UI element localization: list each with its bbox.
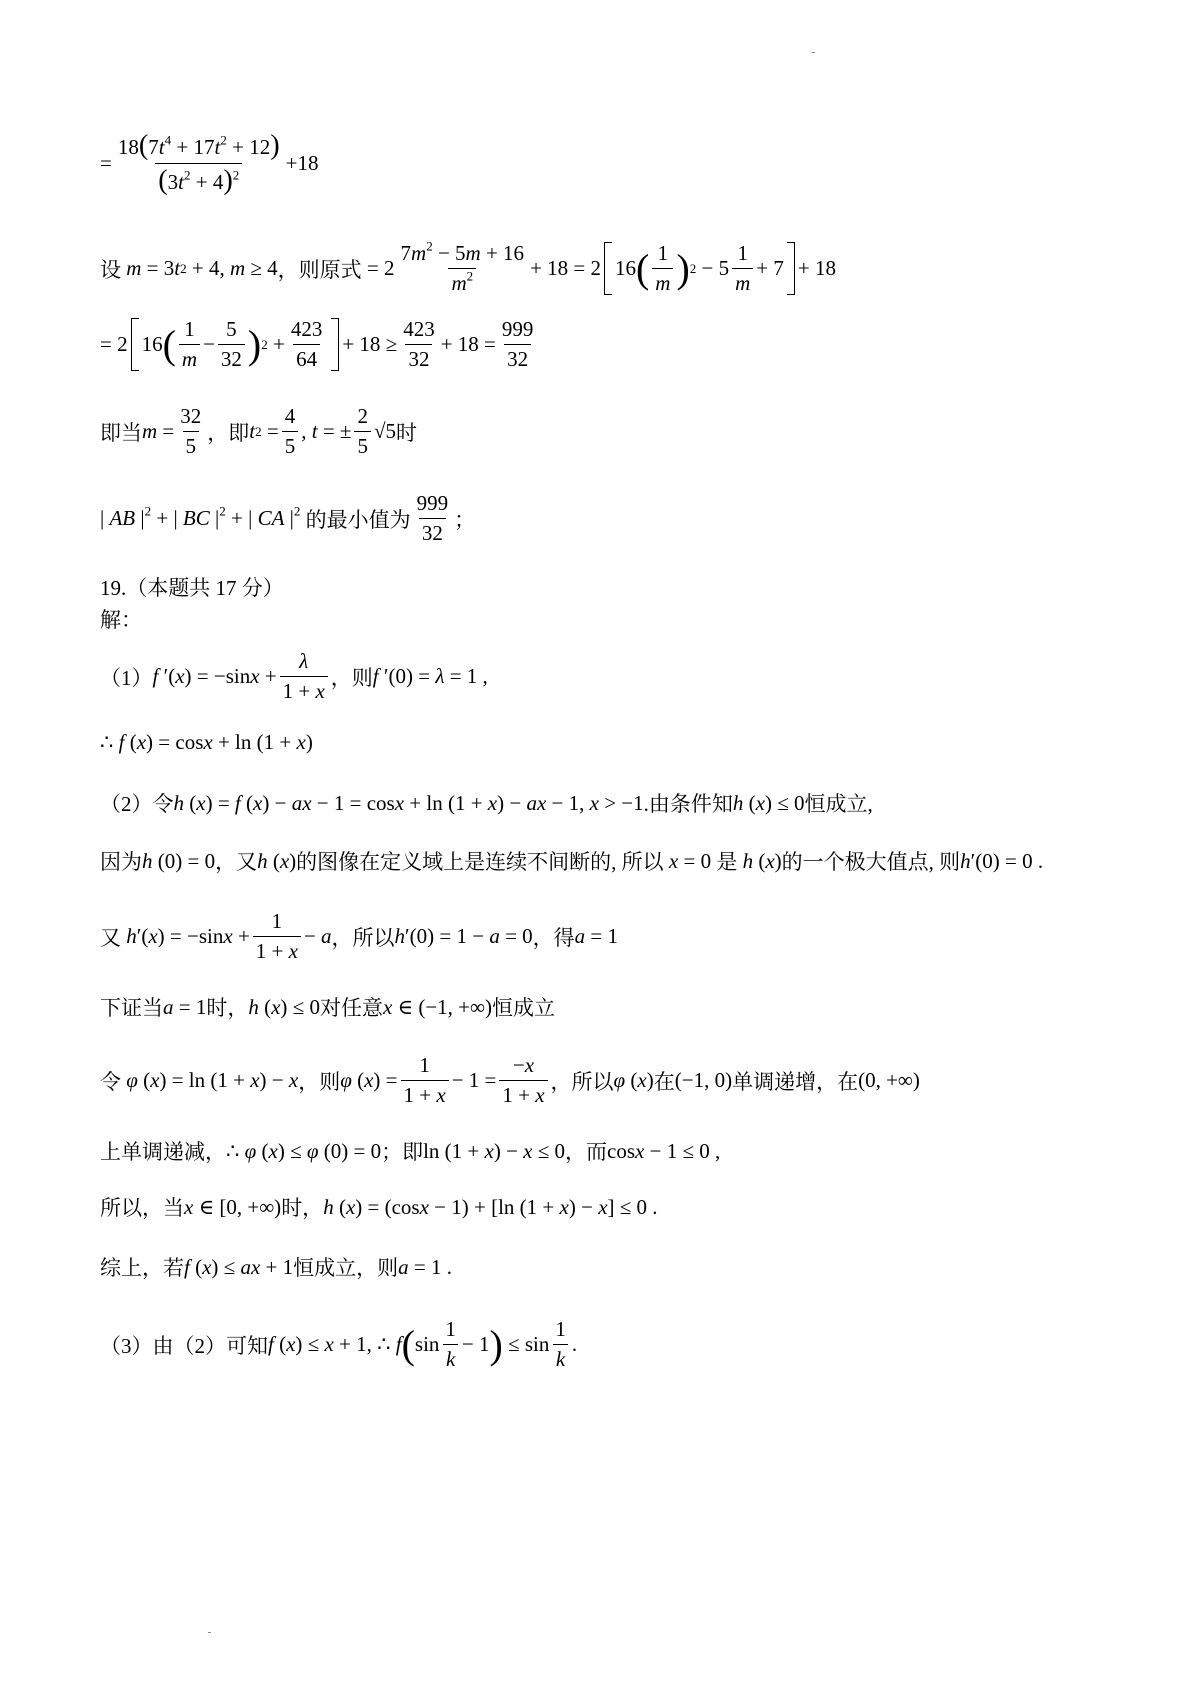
text-le-sin: ≤ sin [508, 1332, 550, 1357]
text-so: ，所以 [331, 925, 395, 950]
formula-line-5: | AB $|^2$ + | BC $|^2$ + | CA $|^2$ 的最小值为 $\frac{999}{32}$ ； [100, 491, 476, 546]
part-2-line-2: 因为 h (0) = 0 ，又 h ( x ) 的图像在定义域上是连续不间断的, 所以 x = 0 是 h ( x ) 的一个极大值点, 则 h ′(0) = 0 . [100, 846, 1043, 876]
text-while: ，而 [565, 1140, 608, 1164]
part-2-label: （2）令 [100, 792, 174, 816]
text-get: ，得 [532, 925, 575, 950]
part-1-result: ∴ f ( x ) = cos x + ln (1 + x ) [100, 730, 313, 754]
part-3-label: （3）由（2）可知 [100, 1333, 268, 1358]
text-ie: ，即 [207, 420, 250, 445]
text-set: 设 [100, 257, 121, 282]
text-then: ，则原式 [277, 257, 362, 282]
part-2-line-8: 综上，若 f ( x ) ≤ ax + 1 恒成立，则 a = 1 . [100, 1252, 452, 1282]
text-local-max: 的一个极大值点, 则 [781, 850, 961, 874]
text-time: 时 [395, 420, 417, 445]
text-is: 是 [716, 850, 738, 874]
text-continuous: 的图像在定义域上是连续不间断的, 所以 [296, 850, 664, 874]
part-2-line-7: 所以，当 x ∈ [0, +∞) 时， h ( x ) = (cos x − 1) + [ln (1 + x ) − x ] ≤ 0 . [100, 1192, 658, 1222]
text-in: 在 [653, 1069, 675, 1094]
text-condition: .由条件知 [643, 792, 733, 816]
part-1-label: （1） [100, 665, 153, 690]
text-ie: ；即 [381, 1140, 424, 1164]
scan-mark [812, 52, 815, 53]
text-when: 时， [281, 1196, 324, 1220]
text-let: 令 [100, 1069, 121, 1094]
part-2-line-6: 上单调递减， ∴ φ ( x ) ≤ φ (0) = 0 ；即 ln (1 + x ) − x ≤ 0 ，而 cos x − 1 ≤ 0 , [100, 1136, 720, 1166]
formula-line-4: 即当 m = $\frac{32}{5}$ ，即 t 2 = $\frac{4}{5}$ , t = ± $\frac{2}{5}$ √5 时 [100, 404, 417, 459]
part-2-line-5: 令 φ ( x ) = ln (1 + x ) − x ，则 φ ( x ) = $\frac{1}{1 + x}$ − 1 = $\frac{-x}{1 + x}$ ，所以 φ ( x ) 在 (−1, 0) 单调递增，在 (0, +∞) [100, 1053, 920, 1108]
text-also: 又 [100, 925, 121, 950]
part-1-line: （1） f ′( x ) = −sin x + $\frac{\lambda}{1 + x}$ ，则 f ′(0) = λ = 1 , [100, 649, 488, 704]
text-also: ，又 [215, 850, 258, 874]
part-2-line-4: 下证当 a = 1 时， h ( x ) ≤ 0 对任意 x ∈ (−1, +∞) 恒成立 [100, 992, 555, 1022]
text-then: ，则 [330, 665, 373, 690]
text-always-holds: 恒成立, [804, 792, 873, 816]
part-2-line-1: （2）令 h ( x ) = f ( x ) − ax − 1 = cos x + ln (1 + x ) − ax − 1, x > −1 .由条件知 h ( x ) ≤ 0 恒成立, [100, 788, 873, 818]
part-2-line-3: 又 h ′( x ) = −sin x + $\frac{1}{1 + x}$ − a ，所以 h ′(0) = 1 − a = 0 ，得 a = 1 [100, 909, 619, 964]
solution-label: 解： [100, 608, 142, 632]
question-19-title: 19.（本题共 17 分） [100, 576, 284, 600]
text-always-then: 恒成立，则 [293, 1256, 399, 1280]
text-then: ，则 [298, 1069, 341, 1094]
formula-line-3: = 2 16 ( $\frac{1}{m}$ − $\frac{5}{32}$ ) 2 + $\frac{423}{64}$ + 18 ≥ $\frac{423}{32}$ + 18 = $\frac{999}{32}$ [100, 317, 534, 372]
text-prove: 下证当 [100, 996, 163, 1020]
text-decreasing: 上单调递减， [100, 1140, 226, 1164]
text-for-any: 对任意 [319, 996, 383, 1020]
text-minimum: 的最小值为 [305, 507, 411, 532]
text-so: ，所以 [550, 1069, 614, 1094]
scan-mark [208, 1632, 211, 1633]
formula-line-1: = $\frac{18(7t^4 + 17t^2 + 12)}{(3t^2 + 4)^2}$ +18 [100, 130, 319, 197]
text-so-when: 所以，当 [100, 1196, 184, 1220]
text-always-holds: 恒成立 [491, 996, 555, 1020]
text-when: 即当 [100, 420, 142, 445]
text-increasing: 单调递增，在 [732, 1069, 859, 1094]
part-3-line: （3）由（2）可知 f ( x ) ≤ x + 1, ∴ f ( sin $\frac{1}{k}$ − 1 ) ≤ sin $\frac{1}{k}$ . [100, 1317, 578, 1372]
text-in-summary: 综上，若 [100, 1256, 184, 1280]
plus-18-text: +18 [285, 151, 319, 176]
formula-line-2: 设 m = 3 t 2 + 4, m ≥ 4 ，则原式 = 2 $\frac{7m^2 - 5m + 16}{m^2}$ + 18 = 2 16 ( $\frac{1}{m}$ ) 2 − 5 $\frac{1}{m}$ + 7 + 18 [100, 238, 836, 296]
text-when: 时， [206, 996, 249, 1020]
text-because: 因为 [100, 850, 142, 874]
